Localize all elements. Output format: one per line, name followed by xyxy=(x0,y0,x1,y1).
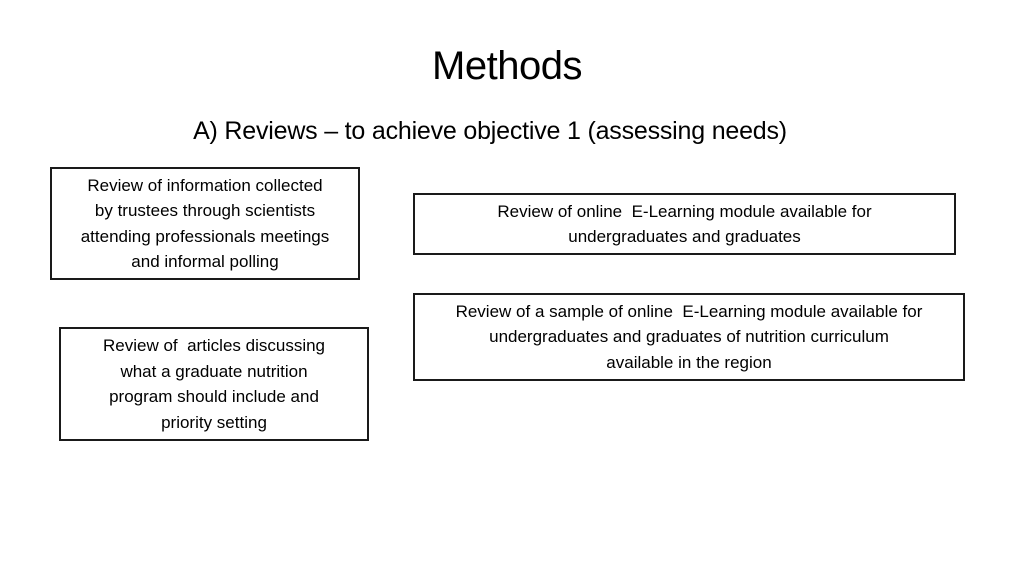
review-box-line: by trustees through scientists xyxy=(94,201,316,220)
review-box-text xyxy=(497,199,871,250)
review-box-line: Review of information collected xyxy=(87,175,323,195)
review-box-line: program should include and xyxy=(109,387,319,406)
review-box-line: Review of online E-Learning module available for xyxy=(497,201,872,221)
review-box-text xyxy=(103,333,325,435)
review-box-line: what a graduate nutrition xyxy=(120,361,308,381)
review-box-line: priority setting xyxy=(161,412,267,432)
review-box-trustee-information xyxy=(50,167,360,280)
review-box-line: available in the region xyxy=(606,352,772,372)
slide-title: Methods xyxy=(432,44,582,88)
review-box-line: and informal polling xyxy=(131,252,279,271)
review-box-sample-elearning xyxy=(413,293,965,381)
review-box-line: Review of articles discussing xyxy=(102,336,326,355)
review-box-line: Review of a sample of online E-Learning module available for xyxy=(455,301,923,321)
slide-subtitle: A) Reviews – to achieve objective 1 (assessing needs) xyxy=(193,117,787,145)
review-box-text xyxy=(456,299,923,376)
review-box-text xyxy=(81,173,330,275)
review-box-online-elearning xyxy=(413,193,956,255)
review-box-line: undergraduates and graduates xyxy=(568,227,801,246)
review-box-articles xyxy=(59,327,369,441)
review-box-line: undergraduates and graduates of nutrition curriculum xyxy=(489,327,889,347)
review-box-line: attending professionals meetings xyxy=(80,226,330,246)
